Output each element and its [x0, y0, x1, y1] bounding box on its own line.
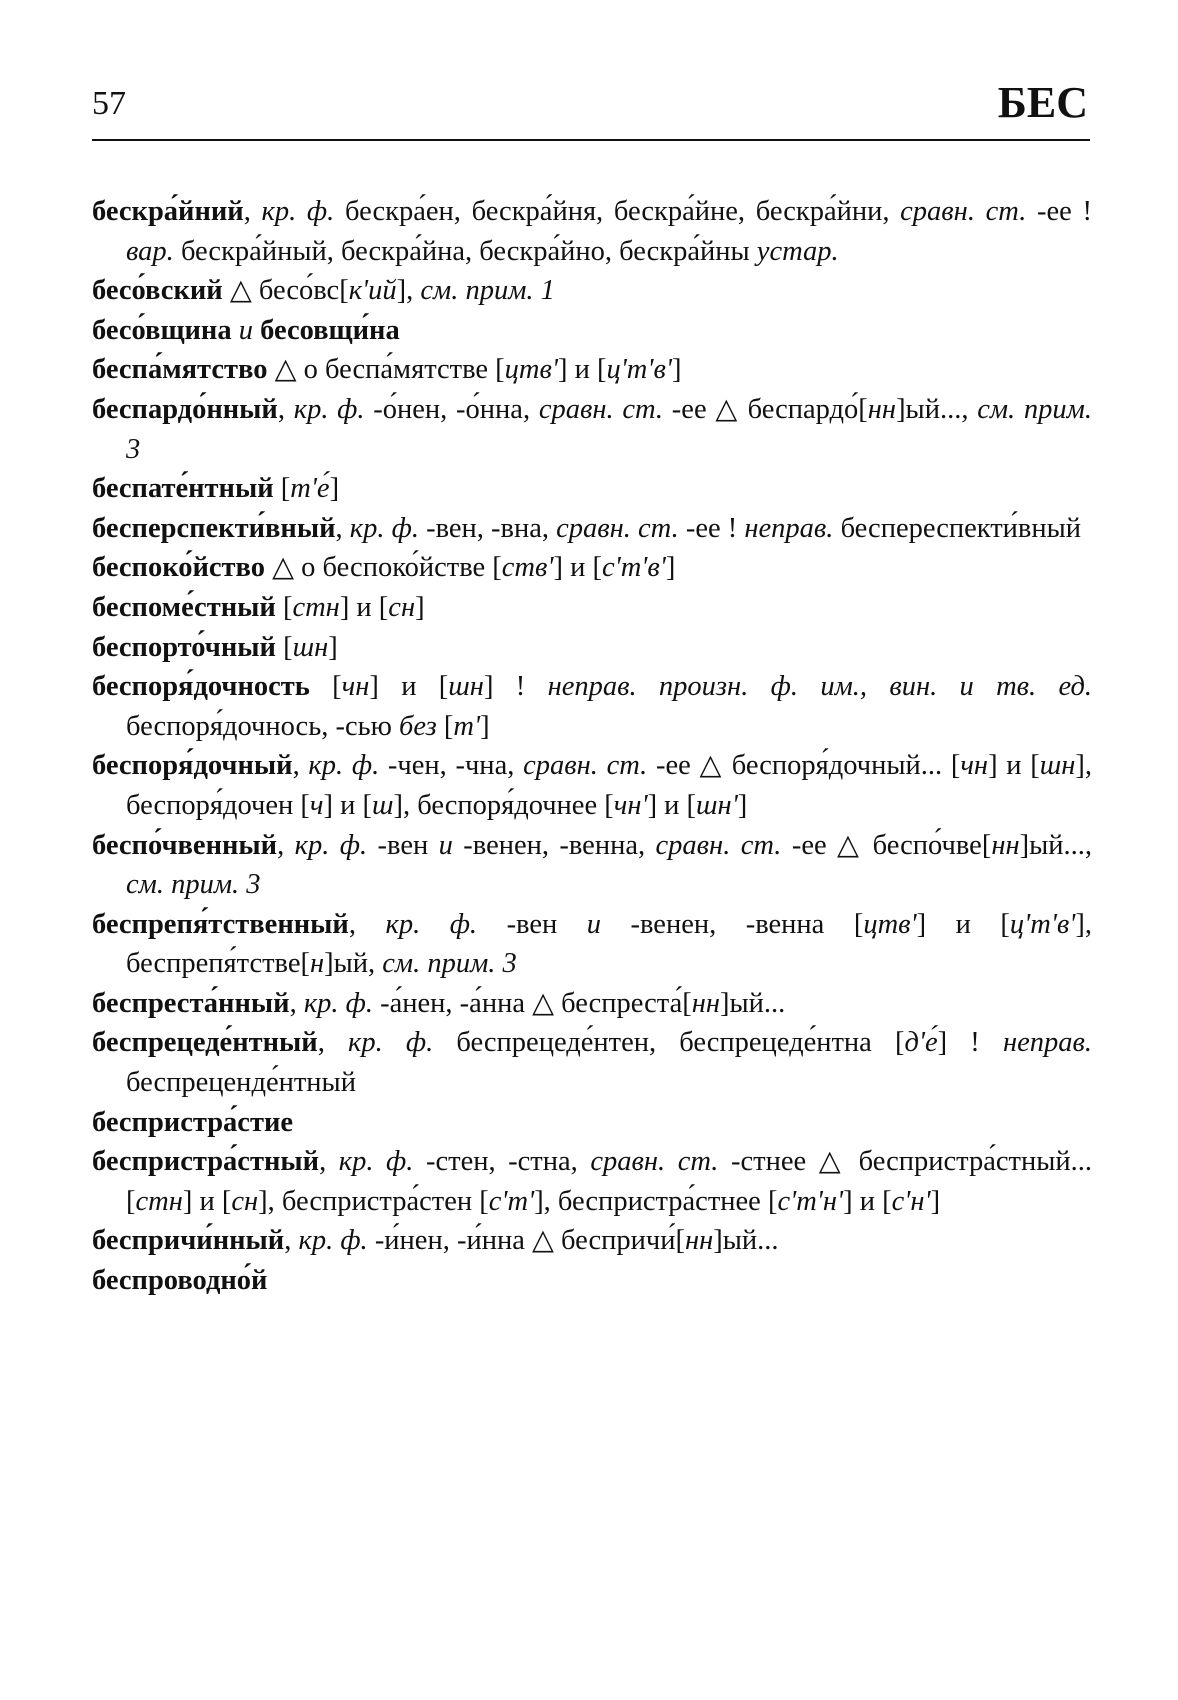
- dictionary-entry: [92, 905, 1092, 984]
- entry-headword: беспоко́йство: [92, 552, 266, 584]
- entry-text: -вен: [477, 908, 587, 940]
- entry-text: ]: [415, 591, 425, 623]
- dictionary-entry: [92, 469, 1092, 509]
- entry-text: [: [273, 473, 291, 505]
- grammar-note: нн: [991, 829, 1020, 861]
- grammar-note: кр. ф.: [293, 393, 365, 425]
- grammar-note: д'е́: [904, 1027, 938, 1059]
- entry-text: ], беспоря́дочнее [: [393, 789, 614, 821]
- grammar-note: кр. ф.: [298, 1225, 368, 1257]
- grammar-note: неправ.: [744, 512, 834, 544]
- entry-headword: бесо́вский: [92, 275, 223, 307]
- grammar-note: сравн. ст.: [655, 829, 782, 861]
- entry-text: ]: [930, 1185, 941, 1217]
- entry-text: -а́нен, -а́нна △ беспреста́[: [373, 987, 692, 1019]
- grammar-note: кр. ф.: [385, 908, 478, 940]
- grammar-note: кр. ф.: [303, 987, 374, 1019]
- grammar-note: кр. ф.: [308, 750, 380, 782]
- grammar-note: сн: [231, 1185, 259, 1217]
- entry-text: ]: [737, 789, 748, 821]
- running-head: БЕС: [997, 78, 1088, 127]
- grammar-note: нн: [867, 393, 897, 425]
- entry-text: ] и [: [916, 908, 1010, 940]
- grammar-note: устар.: [756, 235, 839, 267]
- entry-text: ]ый,: [324, 948, 383, 980]
- dictionary-entry: [92, 1023, 1092, 1102]
- grammar-note: стн: [135, 1185, 183, 1217]
- entry-text: -венен, -венна [: [601, 908, 864, 940]
- dictionary-entries: [92, 192, 1092, 1301]
- grammar-note: неправ.: [1002, 1027, 1093, 1059]
- entry-text: ],: [396, 275, 421, 307]
- entry-text: ] !: [483, 671, 548, 703]
- grammar-note: нн: [691, 987, 721, 1019]
- entry-text: ,: [284, 1225, 299, 1257]
- grammar-note: и: [238, 314, 253, 346]
- entry-text: ,: [319, 1146, 339, 1178]
- grammar-note: кр. ф.: [338, 1146, 414, 1178]
- grammar-note: сравн. ст.: [590, 1146, 719, 1178]
- grammar-note: шн: [292, 631, 329, 663]
- grammar-note: без: [399, 710, 437, 742]
- grammar-note: с'т'в': [601, 552, 666, 584]
- entry-text: ] и [: [553, 552, 602, 584]
- grammar-note: ц'т'в': [1009, 908, 1076, 940]
- entry-text: ,: [277, 829, 295, 861]
- dictionary-entry: [92, 984, 1092, 1024]
- entry-headword: беспа́мятство: [92, 354, 268, 386]
- entry-text: -стнее △ беспристра́стный... [: [126, 1146, 1093, 1217]
- dictionary-entry: [92, 509, 1092, 549]
- entry-text: ]: [329, 473, 340, 505]
- grammar-note: см. прим. 3: [126, 393, 1092, 465]
- grammar-note: сравн. ст.: [523, 750, 648, 782]
- entry-text: беспрецеде́нтен, беспрецеде́нтна [: [433, 1027, 905, 1059]
- entry-text: ], беспрепя́тстве[: [126, 908, 1093, 980]
- grammar-note: сравн. ст.: [538, 393, 664, 425]
- entry-text: ] !: [937, 1027, 1003, 1059]
- entry-text: △ о беспа́мятстве [: [267, 354, 505, 386]
- entry-text: беспереспекти́вный: [833, 512, 1082, 544]
- grammar-note: кр. ф.: [349, 512, 419, 544]
- dictionary-entry: [92, 826, 1092, 905]
- grammar-note: ч: [309, 789, 324, 821]
- page-number: 57: [92, 85, 126, 122]
- dictionary-entry: [92, 1261, 1092, 1301]
- grammar-note: сравн. ст.: [900, 196, 1027, 227]
- dictionary-entry: [92, 628, 1092, 668]
- grammar-note: и: [586, 908, 602, 940]
- entry-text: ]ый...: [713, 1225, 779, 1257]
- entry-headword: беспате́нтный: [92, 473, 274, 505]
- entry-text: -ее !: [678, 512, 745, 544]
- grammar-note: см. прим. 3: [126, 869, 261, 901]
- grammar-note: т': [453, 710, 481, 742]
- entry-text: ,: [335, 512, 350, 544]
- entry-text: беспреценде́нтный: [126, 1067, 356, 1099]
- header-rule: [92, 139, 1090, 141]
- variant-headword: бесовщи́на: [260, 314, 400, 346]
- entry-text: ,: [292, 750, 309, 782]
- entry-headword: беспоря́дочный: [92, 750, 293, 782]
- grammar-note: кр. ф.: [348, 1027, 434, 1059]
- dictionary-entry: [92, 271, 1092, 311]
- grammar-note: шн': [696, 789, 738, 821]
- entry-text: ]ый...: [720, 987, 786, 1019]
- grammar-note: нн: [685, 1225, 714, 1257]
- entry-text: бескра́йный, бескра́йна, бескра́йно, бескра́йны: [173, 235, 757, 267]
- entry-text: ] и [: [988, 750, 1040, 782]
- entry-text: -стен, -стна,: [413, 1146, 591, 1178]
- grammar-note: чн': [613, 789, 648, 821]
- entry-text: ,: [317, 1027, 349, 1059]
- dictionary-entry: [92, 350, 1092, 390]
- grammar-note: кр. ф.: [261, 196, 335, 227]
- entry-text: ] и [: [557, 354, 607, 386]
- grammar-note: шн: [448, 671, 484, 703]
- entry-text: -ее △ беспоря́дочный... [: [647, 750, 961, 782]
- entry-text: -чен, -чна,: [379, 750, 524, 782]
- grammar-note: чн: [341, 671, 370, 703]
- entry-text: ] и [: [182, 1185, 232, 1217]
- dictionary-entry: [92, 746, 1092, 825]
- entry-text: бескра́ен, бескра́йня, бескра́йне, бескра́йни,: [334, 196, 901, 227]
- entry-text: ], беспристра́стен [: [258, 1185, 489, 1217]
- entry-text: ]: [328, 631, 338, 663]
- entry-text: ] и [: [323, 789, 372, 821]
- dictionary-entry: [92, 390, 1092, 469]
- grammar-note: цтв': [504, 354, 558, 386]
- grammar-note: с'н': [891, 1185, 931, 1217]
- entry-text: [: [309, 671, 342, 703]
- entry-text: [: [275, 591, 293, 623]
- entry-headword: беспардо́нный: [92, 393, 278, 425]
- entry-headword: беспреста́нный: [92, 987, 290, 1019]
- grammar-note: ств': [501, 552, 554, 584]
- entry-headword: бескра́йний: [92, 196, 244, 227]
- entry-headword: беспристра́стный: [92, 1146, 320, 1178]
- entry-text: ]ый...,: [896, 393, 978, 425]
- entry-headword: беспрепя́тственный: [92, 908, 349, 940]
- entry-text: -венен, -венна,: [452, 829, 656, 861]
- grammar-note: т'е́: [290, 473, 330, 505]
- entry-text: ], беспристра́стнее [: [534, 1185, 778, 1217]
- entry-text: ] и [: [843, 1185, 892, 1217]
- grammar-note: цтв': [863, 908, 917, 940]
- grammar-note: и: [438, 829, 453, 861]
- entry-text: -о́нен, -о́нна,: [364, 393, 539, 425]
- grammar-note: стн: [292, 591, 340, 623]
- entry-text: ,: [289, 987, 304, 1019]
- entry-text: беспоря́дочнось, -сью: [126, 710, 400, 742]
- entry-text: -ее !: [1026, 196, 1092, 227]
- grammar-note: ц'т'в': [606, 354, 672, 386]
- grammar-note: к'ий: [348, 275, 397, 307]
- entry-text: ], беспоря́дочен [: [126, 750, 1093, 821]
- dictionary-entry: [92, 311, 1092, 351]
- entry-headword: бесперспекти́вный: [92, 512, 336, 544]
- entry-text: -ее △ беспо́чве[: [781, 829, 992, 861]
- entry-headword: беспрецеде́нтный: [92, 1027, 318, 1059]
- entry-text: △ бесо́вс[: [222, 275, 349, 307]
- entry-text: ]: [665, 552, 676, 584]
- entry-text: ,: [348, 908, 386, 940]
- grammar-note: сн: [388, 591, 416, 623]
- entry-text: △ о беспоко́йстве [: [265, 552, 502, 584]
- dictionary-entry: [92, 192, 1092, 271]
- dictionary-entry: [92, 667, 1092, 746]
- dictionary-entry: [92, 548, 1092, 588]
- entry-headword: беспоме́стный: [92, 591, 276, 623]
- grammar-note: кр. ф.: [294, 829, 368, 861]
- entry-text: ] и [: [369, 671, 449, 703]
- dictionary-entry: [92, 1103, 1092, 1143]
- grammar-note: неправ. произн. ф. им., вин. и тв. ед.: [547, 671, 1092, 703]
- dictionary-entry: [92, 1221, 1092, 1261]
- dictionary-entry: [92, 1142, 1092, 1221]
- grammar-note: см. прим. 3: [382, 948, 517, 980]
- grammar-note: с'т': [488, 1185, 535, 1217]
- grammar-note: чн: [960, 750, 989, 782]
- entry-headword: беспорто́чный: [92, 631, 276, 663]
- entry-text: ,: [277, 393, 294, 425]
- entry-text: ]: [671, 354, 682, 386]
- grammar-note: см. прим. 1: [420, 275, 555, 307]
- entry-headword: беспоря́дочность: [92, 671, 310, 703]
- entry-text: ]ый...,: [1019, 829, 1093, 861]
- entry-text: ] и [: [339, 591, 389, 623]
- entry-text: ]: [480, 710, 490, 742]
- entry-headword: беспо́чвенный: [92, 829, 278, 861]
- grammar-note: шн: [1039, 750, 1076, 782]
- entry-text: [: [275, 631, 293, 663]
- entry-text: [: [436, 710, 454, 742]
- entry-text: -вен, -вна,: [418, 512, 557, 544]
- grammar-note: н: [309, 948, 325, 980]
- grammar-note: вар.: [126, 235, 174, 267]
- entry-headword: бесо́вщина: [92, 314, 232, 346]
- grammar-note: сравн. ст.: [556, 512, 679, 544]
- entry-headword: беспричи́нный: [92, 1225, 285, 1257]
- entry-text: ] и [: [647, 789, 697, 821]
- entry-text: [232, 315, 239, 346]
- entry-text: ,: [243, 196, 262, 227]
- entry-headword: беспристра́стие: [92, 1106, 294, 1138]
- entry-text: -вен: [367, 829, 439, 861]
- entry-text: -ее △ беспардо́[: [663, 393, 868, 425]
- entry-text: -и́нен, -и́нна △ беспричи́[: [367, 1225, 685, 1257]
- entry-headword: беспроводно́й: [92, 1265, 268, 1297]
- grammar-note: с'т'н': [777, 1185, 844, 1217]
- dictionary-entry: [92, 588, 1092, 628]
- grammar-note: ш: [371, 789, 394, 821]
